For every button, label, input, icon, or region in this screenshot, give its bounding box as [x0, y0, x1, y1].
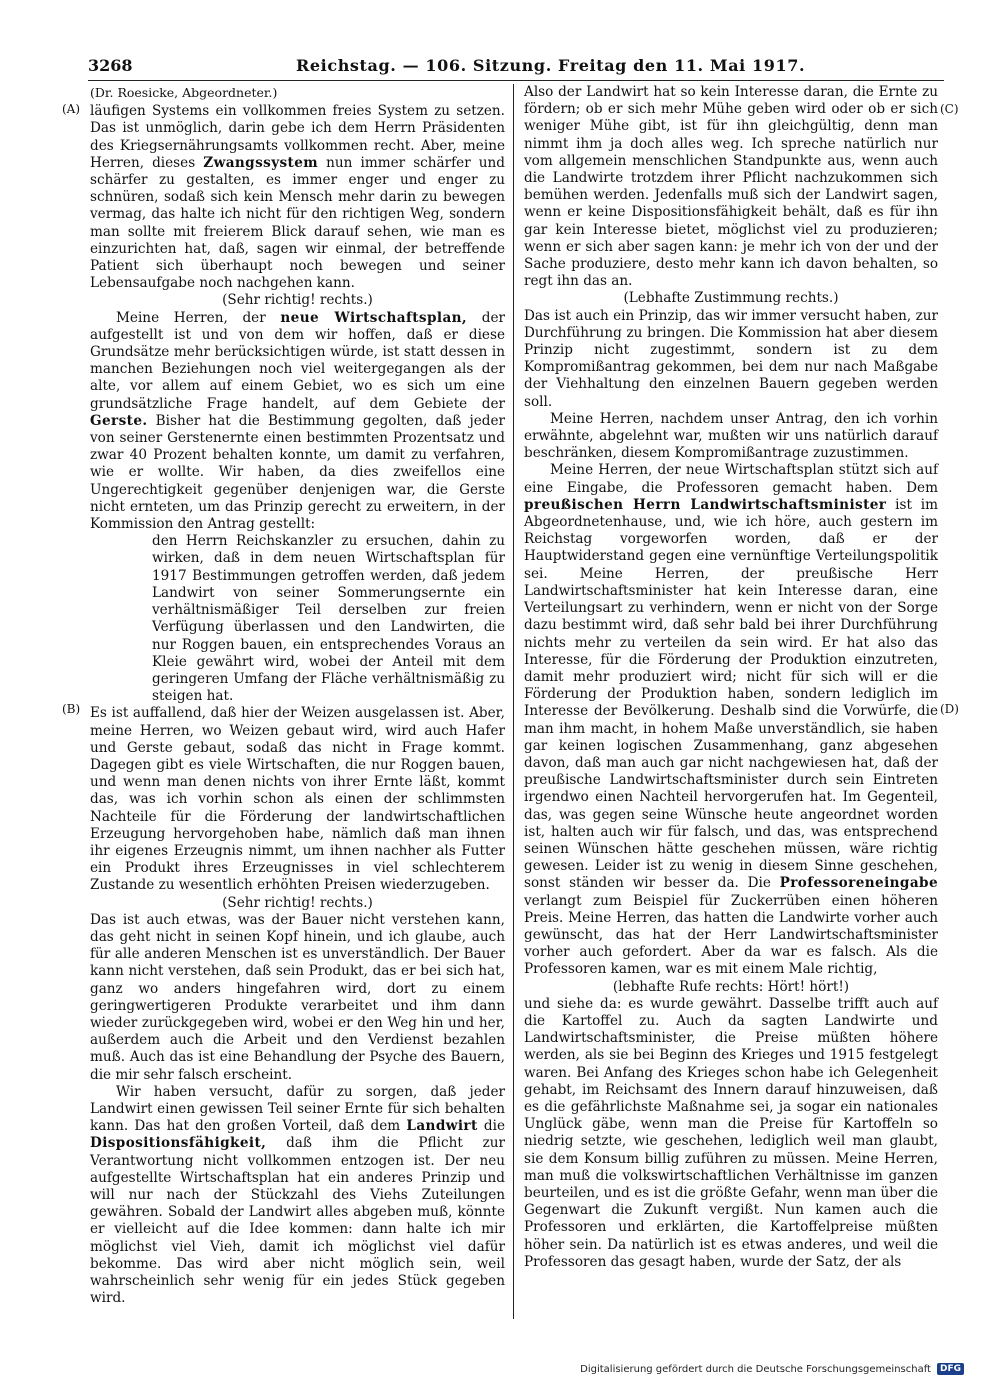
- text-run: daß ihm die Pflicht zur Verantwortung nicht vollkommen entzogen ist. Der neu aufgestellte Wirtschaftsplan hat ein anderes Prinzip und will nur nach der Stückzahl des Viehs Zuteilungen gewähren. Sobald der Landwirt alles abgeben muß, könnte er vielleicht auf die Idee kommen: dann halte ich mir möglichst viel Vieh, damit ich möglichst viel dafür bekomme. Das wird aber nicht möglich sein, weil wahrscheinlich sehr wenig für ein jedes Stück gegeben wird.: [90, 1135, 505, 1307]
- motion-quote: den Herrn Reichskanzler zu ersuchen, dahin zu wirken, daß in dem neuen Wirtschaftsplan für 1917 Bestimmungen getroffen werden, daß jedem Landwirt von seiner Sommerungsernte ein verhältnismäßiger Teil derselben zur freien Verfügung überlassen und den Landwirten, die nur Roggen bauen, ein entsprechendes Voraus an Kleie gewährt wird, wobei der Anteil mit dem geringeren Umfang der Fläche verhältnismäßig zu steigen hat.: [152, 533, 505, 705]
- paragraph: Das ist auch ein Prinzip, das wir immer versucht haben, zur Durchführung zu bringen. Die Kommission hat aber diesem Prinzip nicht zugestimmt, sondern ist zu dem Kompromißantrag gekommen, bei dem nur nach Maßgabe der Viehhaltung den einzelnen Bauern gegeben werden soll.: [524, 307, 938, 410]
- footer-credit: [580, 1363, 964, 1375]
- dfg-logo: DFG: [937, 1363, 964, 1375]
- left-column: [90, 84, 505, 1307]
- emphasis: preußischen Herrn Landwirtschaftsminister: [524, 496, 887, 513]
- text-run: die: [483, 1118, 505, 1135]
- text-run: Meine Herren, der: [116, 309, 266, 326]
- paragraph: Also der Landwirt hat so kein Interesse daran, die Ernte zu fördern; ob er sich mehr Mühe geben wird oder ob er sich weniger Mühe gibt, ist für ihn gleichgültig, denn man nimmt ihm ja doch alles weg. Ich spreche natürlich nur vom allgemein menschlichen Standpunkte aus, wenn auch die Landwirte trotzdem ihrer Pflicht nachzukommen sich bemühen werden. Jedenfalls muß sich der Landwirt sagen, wenn er keine Dispositionsfähigkeit behält, daß es für ihn gar kein Interesse bietet, möglichst viel zu produzieren; wenn er sich aber sagen kann: je mehr ich von der und der Sache produziere, desto mehr kann ich davon behalten, so regt ihn das an.: [524, 84, 938, 290]
- page-number: 3268: [88, 56, 133, 75]
- text-run: ist im Abgeordnetenhause, und, wie ich höre, auch gestern im Reichstag vorgeworfen worden, daß er der Hauptwiderstand gegen eine vernünftige Verteilungspolitik sei. Meine Herren, der preußische Herr Landwirtschaftsminister hat kein Interesse daran, eine Verteilungsart zu verhindern, wenn er nicht von der Sorge dazu bestimmt wird, daß sehr bald bei ihrer Durchführung nichts mehr zu verteilen da sein wird. Er hat also das Interesse, für die Förderung der Produktion einzutreten, damit mehr produziert wird; nicht für sich will er die Förderung der Produktion haben, sondern lediglich im Interesse der Bevölkerung. Deshalb sind die Vorwürfe, die man ihm macht, in hohem Maße unverständlich, sie haben gar keinen logischen Zusammenhang, ganz abgesehen davon, daß man auch gar nicht nachgewiesen hat, daß der preußische Landwirtschaftsminister durch sein Eintreten irgendwo einen Nachteil hervorgerufen hat. Im Gegenteil, das, was gegen seine Wünsche heute angeordnet worden ist, halten auch wir für falsch, und das, was entsprechend seinen Wünschen hätte geschehen müssen, wäre richtig gewesen. Leider ist zu wenig in diesem Sinne geschehen, sonst ständen wir besser da. Die: [524, 496, 938, 892]
- emphasis: Landwirt: [406, 1118, 478, 1135]
- paragraph: und siehe da: es wurde gewährt. Dasselbe trifft auch auf die Kartoffel zu. Auch da sagten Landwirte und Landwirtschaftsminister, die Preise müßten höhere werden, als sie bei Beginn des Krieges und 1915 festgelegt waren. Bei Anfang des Krieges schon habe ich Gelegenheit gehabt, im Reichsamt des Innern darauf hinzuweisen, daß es die gefährlichste Maßnahme sei, ja sogar ein nationales Unglück gäbe, wenn man die Preise für Kartoffeln so niedrig setzte, wie geschehen, lediglich weil man glaubt, sie dem Konsum billig zuführen zu müssen. Meine Herren, man muß die volkswirtschaftlichen Verhältnisse im ganzen beurteilen, und es ist die größte Gefahr, wenn man über die Gegenwart die Zukunft vergißt. Nun kamen auch die Professoren und erklärten, die Kartoffelpreise müßten höher sein. Da natürlich ist es etwas anderes, und weil die Professoren das gesagt haben, wurde der Satz, der als: [524, 995, 938, 1270]
- paragraph: Meine Herren, nachdem unser Antrag, den ich vorhin erwähnte, abgelehnt war, mußten wir uns natürlich darauf beschränken, diesem Kompromißantrage zuzustimmen.: [524, 410, 938, 462]
- paragraph: [90, 310, 505, 534]
- emphasis: Dispositionsfähigkeit,: [90, 1135, 267, 1152]
- interjection: (Sehr richtig! rechts.): [222, 894, 373, 911]
- emphasis: Zwangssystem: [203, 154, 319, 171]
- footer-text: Digitalisierung gefördert durch die Deutsche Forschungsgemeinschaft: [580, 1363, 931, 1375]
- emphasis: Gerste.: [90, 412, 148, 429]
- paragraph: [524, 462, 938, 978]
- column-divider: [513, 84, 514, 1319]
- margin-marker-a: (A): [62, 102, 81, 116]
- paragraph: Das ist auch etwas, was der Bauer nicht verstehen kann, das geht nicht in seinen Kopf hinein, und ich glaube, auch für alle anderen Menschen ist es unverständlich. Der Bauer kann nicht verstehen, daß sein Produkt, das er bei sich hat, ganz wo anders hingefahren wird, dort zu einem geringwertigeren Produkte verarbeitet und ihm dann wieder zurückgegeben wird, wobei er den Weg hin und her, außerdem auch die Arbeit und den Verdienst bezahlen muß. Auch das ist eine Behandlung der Psyche des Bauern, die mir sehr falsch erscheint.: [90, 911, 505, 1083]
- emphasis: Professoreneingabe: [779, 875, 938, 892]
- interjection: (Sehr richtig! rechts.): [222, 292, 373, 309]
- header-title: Reichstag. — 106. Sitzung. Freitag den 11. Mai 1917.: [296, 56, 806, 75]
- text-run: läufigen Systems ein vollkommen freies System zu setzen. Das ist unmöglich, darin gebe ich dem Herrn Präsidenten des Kriegsernährungsamts vollkommen recht. Aber, meine Herren, dieses: [90, 103, 505, 171]
- interjection: (lebhafte Rufe rechts: Hört! hört!): [612, 978, 850, 995]
- speaker-line: (Dr. Roesicke, Abgeordneter.): [90, 85, 278, 100]
- emphasis: neue Wirtschaftsplan,: [280, 309, 468, 326]
- running-header: [88, 54, 944, 81]
- interjection: (Lebhafte Zustimmung rechts.): [623, 290, 839, 307]
- text-run: Meine Herren, der neue Wirtschaftsplan stützt sich auf eine Eingabe, die Professoren gemacht haben. Dem: [524, 462, 938, 496]
- text-run: verlangt zum Beispiel für Zuckerrüben einen höheren Preis. Meine Herren, das hatten die Landwirte vorher auch gewünscht, das hat der Herr Landwirtschaftsminister vorher auch gefordert. Aber da war es falsch. Als die Professoren kamen, war es mit einem Male richtig,: [524, 892, 938, 978]
- text-run: der aufgestellt ist und von dem wir hoffen, daß er diese Grundsätze mehr berücksichtigen würde, ist statt dessen in manchen Beziehungen noch viel weitergegangen als der alte, vor allem auf einem Gebiet, wo es sich um eine grundsätzliche Frage handelt, auf dem Gebiete der: [90, 309, 505, 412]
- text-run: nun immer schärfer und schärfer zu gestalten, es immer enger und enger zu schnüren, sodaß sich kein Mensch mehr darin zu bewegen vermag, das halte ich nicht für den richtigen Weg, sondern man sollte mit freierem Blick darauf sehen, wie man es einzurichten hat, daß, sagen wir einmal, der betreffende Patient sich überhaupt noch bewegen und seiner Lebensaufgabe noch nachgehen kann.: [90, 154, 506, 292]
- text-run: Wir haben versucht, dafür zu sorgen, daß jeder Landwirt einen gewissen Teil seiner Ernte für sich behalten kann. Das hat den großen Vorteil, daß dem: [90, 1083, 505, 1135]
- margin-marker-b: (B): [62, 702, 81, 716]
- paragraph: [90, 103, 505, 292]
- right-column: [524, 84, 938, 1271]
- text-run: Bisher hat die Bestimmung gegolten, daß jeder von seiner Gerstenernte einen bestimmten Prozentsatz und zwar 40 Prozent behalten konnte, um damit zu verfahren, wie er wollte. Wir haben, da dies zweifellos eine Ungerechtigkeit gegenüber denjenigen war, die Gerste nicht ernteten, um das Prinzip gerecht zu erweitern, in der Kommission den Antrag gestellt:: [90, 412, 505, 533]
- margin-marker-d: (D): [940, 702, 959, 716]
- paragraph: [90, 1084, 505, 1308]
- margin-marker-c: (C): [940, 102, 959, 116]
- paragraph: Es ist auffallend, daß hier der Weizen ausgelassen ist. Aber, meine Herren, wo Weizen gebaut wird, wird auch Hafer und Gerste gebaut, sodaß das nicht in Frage kommt. Dagegen gibt es viele Wirtschaften, die nur Roggen bauen, und wenn man denen nichts von ihrer Ernte läßt, kommt das, was ich vorhin schon als einen der schlimmsten Nachteile für die Förderung der landwirtschaftlichen Erzeugung hervorgehoben habe, nämlich daß man ihnen ihr eigenes Erzeugnis nimmt, um ihnen nachher als Futter ein Produkt ihres Erzeugnisses in viel schlechterem Zustande zu wesentlich erhöhten Preisen wiederzugeben.: [90, 705, 505, 894]
